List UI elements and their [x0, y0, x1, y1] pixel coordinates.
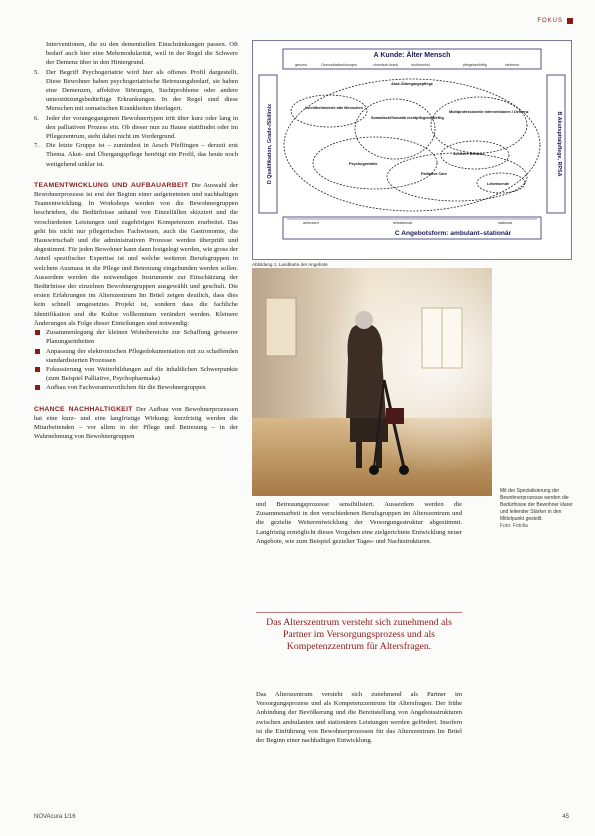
- list-item: [34, 141, 238, 169]
- list-number: 5.: [34, 68, 39, 76]
- photo-caption-text: Mit der Spezialisierung der Bewohnerprozesse werden die Bedürfnisse der Bewohner klarer und leitender Stärker in den Mittelpunkt gestellt.: [500, 488, 573, 522]
- circle-label: Lebensende: [487, 182, 510, 186]
- chance-paragraph: [34, 405, 238, 442]
- footer-publication: NOVAcura 1/16: [34, 814, 76, 820]
- section-label: FOKUS: [537, 18, 563, 24]
- list-text: Der Begriff Psychogeriatrie wird hier als offenes Profil dargestellt. Diese Bewohner haben psychogeriatrische Betreuungsbedarf, sie haben eine Demenzen, affektive Störungen, Suchtprobleme oder andere unterstützungsbedürftige Erkrankungen. In der Regel sind diese Menschen mit somatischen Krankheiten überlagert.: [46, 68, 238, 113]
- photo-caption: [500, 488, 578, 530]
- list-number: 6.: [34, 114, 39, 122]
- bullet-item: Fokussierung von Weiterbildungen auf die inhaltlichen Schwerpunkte (zum Beispiel Palliative, Psychopharmaka): [46, 365, 238, 383]
- chance-heading: CHANCE NACHHALTIGKEIT: [34, 405, 133, 413]
- list-item: [34, 114, 238, 142]
- right-column-bottom: [256, 690, 462, 745]
- top-label: Gesundheitsstörungen: [321, 63, 358, 67]
- figure-caption: Abbildung 1: Landkarte der Angebote: [252, 262, 328, 267]
- bullet-item: Anpassung der elektronischen Pflegedokumentation mit zu schaffenden standardisierten Prozessen: [46, 347, 238, 364]
- circle-label: Multiprofessionelle Interventionen / Demenz: [449, 110, 529, 114]
- bullet-list: [34, 328, 238, 392]
- section-header: [537, 18, 573, 24]
- list-text: Die letzte Gruppe ist – zumindest in Aesch Pfeffingen – derzeit erst Thema. Akut- und Übergangspflege benötigt ein Profil, das heute noch weitgehend unklar ist.: [46, 142, 238, 168]
- page-number: 45: [562, 814, 569, 820]
- list-number: 7.: [34, 142, 39, 150]
- teamwork-heading: TEAMENTWICKLUNG UND AUFBAUARBEIT: [34, 181, 189, 189]
- top-title: A Kunde: Älter Mensch: [373, 52, 451, 59]
- photo-illustration: [252, 268, 492, 496]
- list-item: [34, 68, 238, 114]
- pull-quote: Das Alterszentrum versteht sich zunehmend als Partner im Versorgungsprozess und als Kompetenzzentrum für Altersfragen.: [256, 612, 462, 653]
- circle-label: Psychogeriatrie: [349, 162, 378, 166]
- section-marker-icon: [567, 18, 573, 24]
- top-label: gesund: [295, 63, 307, 67]
- circle-label: Leichtbehinderte alte Menschen: [305, 106, 363, 110]
- teamwork-paragraph: [34, 181, 238, 328]
- chance-text: Der Aufbau von Bewohnerprozessen hat eine kurz- und eine langfristige Wirkung: kurzfristig werden die Mitarbeitenden – vor allem in der Pflege und Betreuung – in der Wahrnehmung von Bewohnergruppen: [34, 405, 239, 441]
- right-paragraph: Das Alterszentrum versteht sich zunehmend als Partner im Versorgungsprozess und als Kompetenzzentrum für Altersfragen. Der frühe Anbindung der Bevölkerung und die Bereitstellung von Angebotsstrukturen zwischen ambulanten und stationären Leistungen werden gefördert. Insofern ist die Einführung von Bewohnerprozessen für das Alterszentrum Im Brüel der Beginn einer nachhaltigen Entwicklung.: [256, 691, 462, 745]
- circle-demenz: [431, 97, 527, 153]
- right-paragraph: und Betreuungsprozesse sensibilisiert. Ausserdem werden die Zusammenarbeit in den verschiedenen Berufsgruppen im Alterszentrum und die gezielte Weiterentwicklung der Versorgungsstruktur abgestimmt. Langfristig ermöglicht dieses Vorgehen eine zielgerichtete Entwicklung neuer Angebote, wie zum Beispiel gezielter Tages- und Nachtstrukturen.: [256, 501, 462, 545]
- numbered-list: [34, 68, 238, 169]
- photo-credit: Foto: Fotolia: [500, 523, 528, 529]
- circle-label: Somatisch/Somatik nichtpflegebedürftig: [371, 116, 444, 120]
- bullet-item: Aufbau von Fachverantwortlichen für die Bewohnergruppen: [46, 383, 238, 392]
- intro-paragraph: Interventionen, die zu den dementiellen Einschränkungen passen. Oft bedarf auch hier eine Mehrmodularität, weil in der Regel die Schwere der Demenz über in den Hintergrund.: [46, 41, 238, 67]
- circle-label: Akut-/Übergangspflege: [391, 82, 433, 86]
- elderly-walker-photo: [252, 268, 492, 496]
- care-landscape-diagram: [252, 40, 572, 260]
- top-label: chronisch krank: [373, 63, 399, 67]
- teamwork-text: Die Auswahl der Bewohnerprozesse ist erst der Beginn einer aufgetretenen und nachhaltigen Teamentwicklung. In Workshops werden von die Bewohnergruppen beschrieben, die Bedürfnisse anhand von Einzelfällen skizziert und die verschiedenen Leistungen und zugehörigen Kompetenzen erarbeitet. Das geht bis nicht nur pflegerisches Fachwissen, auch die Gastronomie, die Hauswirtschaft und die administrativen Prozesse werden überprüft und abgestimmt. Für jeden Bewohner kann dann festgelegt werden, wie gross der Anteil spezifischer Expertise ist und welche weiteren Berufsgruppen in welchem Ausmass in die Pflege und Betreuung eingebunden werden sollen. Ausserdem werden die notwendigen Instrumente zur Einschätzung der Bedürfnisse der einzelnen Bewohnergruppen ausgewählt und geschult. Die ersten Erfahrungen im Alterszentrum Im Brüel zeigen deutlich, dass dies kein schnell umgesetztes Projekt ist, sondern dass die fachliche Identifikation und die Kultur vollkommen verändert werden. Kleinere Änderungen als Folge dieser Einteilungen sind notwendig:: [34, 181, 238, 327]
- top-label: multimorbid: [411, 63, 430, 67]
- bottom-label: ambulant: [303, 221, 319, 225]
- right-label: B Akutspitalpflege, RPSA: [556, 111, 562, 177]
- circle-palliative: [387, 153, 527, 201]
- right-column-top: [256, 500, 462, 546]
- circle-label: Palliative Care: [421, 172, 447, 176]
- bottom-label: teilstationär: [393, 221, 413, 225]
- circle-akut: [284, 79, 540, 211]
- bottom-title: C Angebotsform: ambulant–stationär: [394, 230, 512, 237]
- circle-label: Schwere Demenz: [453, 152, 485, 156]
- diagram-svg: [253, 41, 571, 259]
- left-column: [34, 40, 238, 441]
- circle-leicht: [291, 95, 367, 127]
- list-text: Jeder der vorangegangenen Bewohnertypen tritt über kurz oder lang in den palliativen Prozess ein. Ob dieser nun zu Hause stattfindet oder im Pflegezentrum, steht dabei nicht im Vordergrund.: [46, 114, 238, 141]
- top-label: pflegebedürftig: [463, 63, 487, 67]
- top-label: sterbend: [505, 63, 519, 67]
- circle-somatik: [355, 99, 435, 159]
- left-label: D Qualifikation, Grade-/Skillmix: [267, 103, 273, 185]
- bottom-label: stationär: [498, 221, 513, 225]
- bullet-item: Zusammenlegung der kleinen Wohnbereiche zur Schaffung grösserer Planungseinheiten: [46, 329, 238, 346]
